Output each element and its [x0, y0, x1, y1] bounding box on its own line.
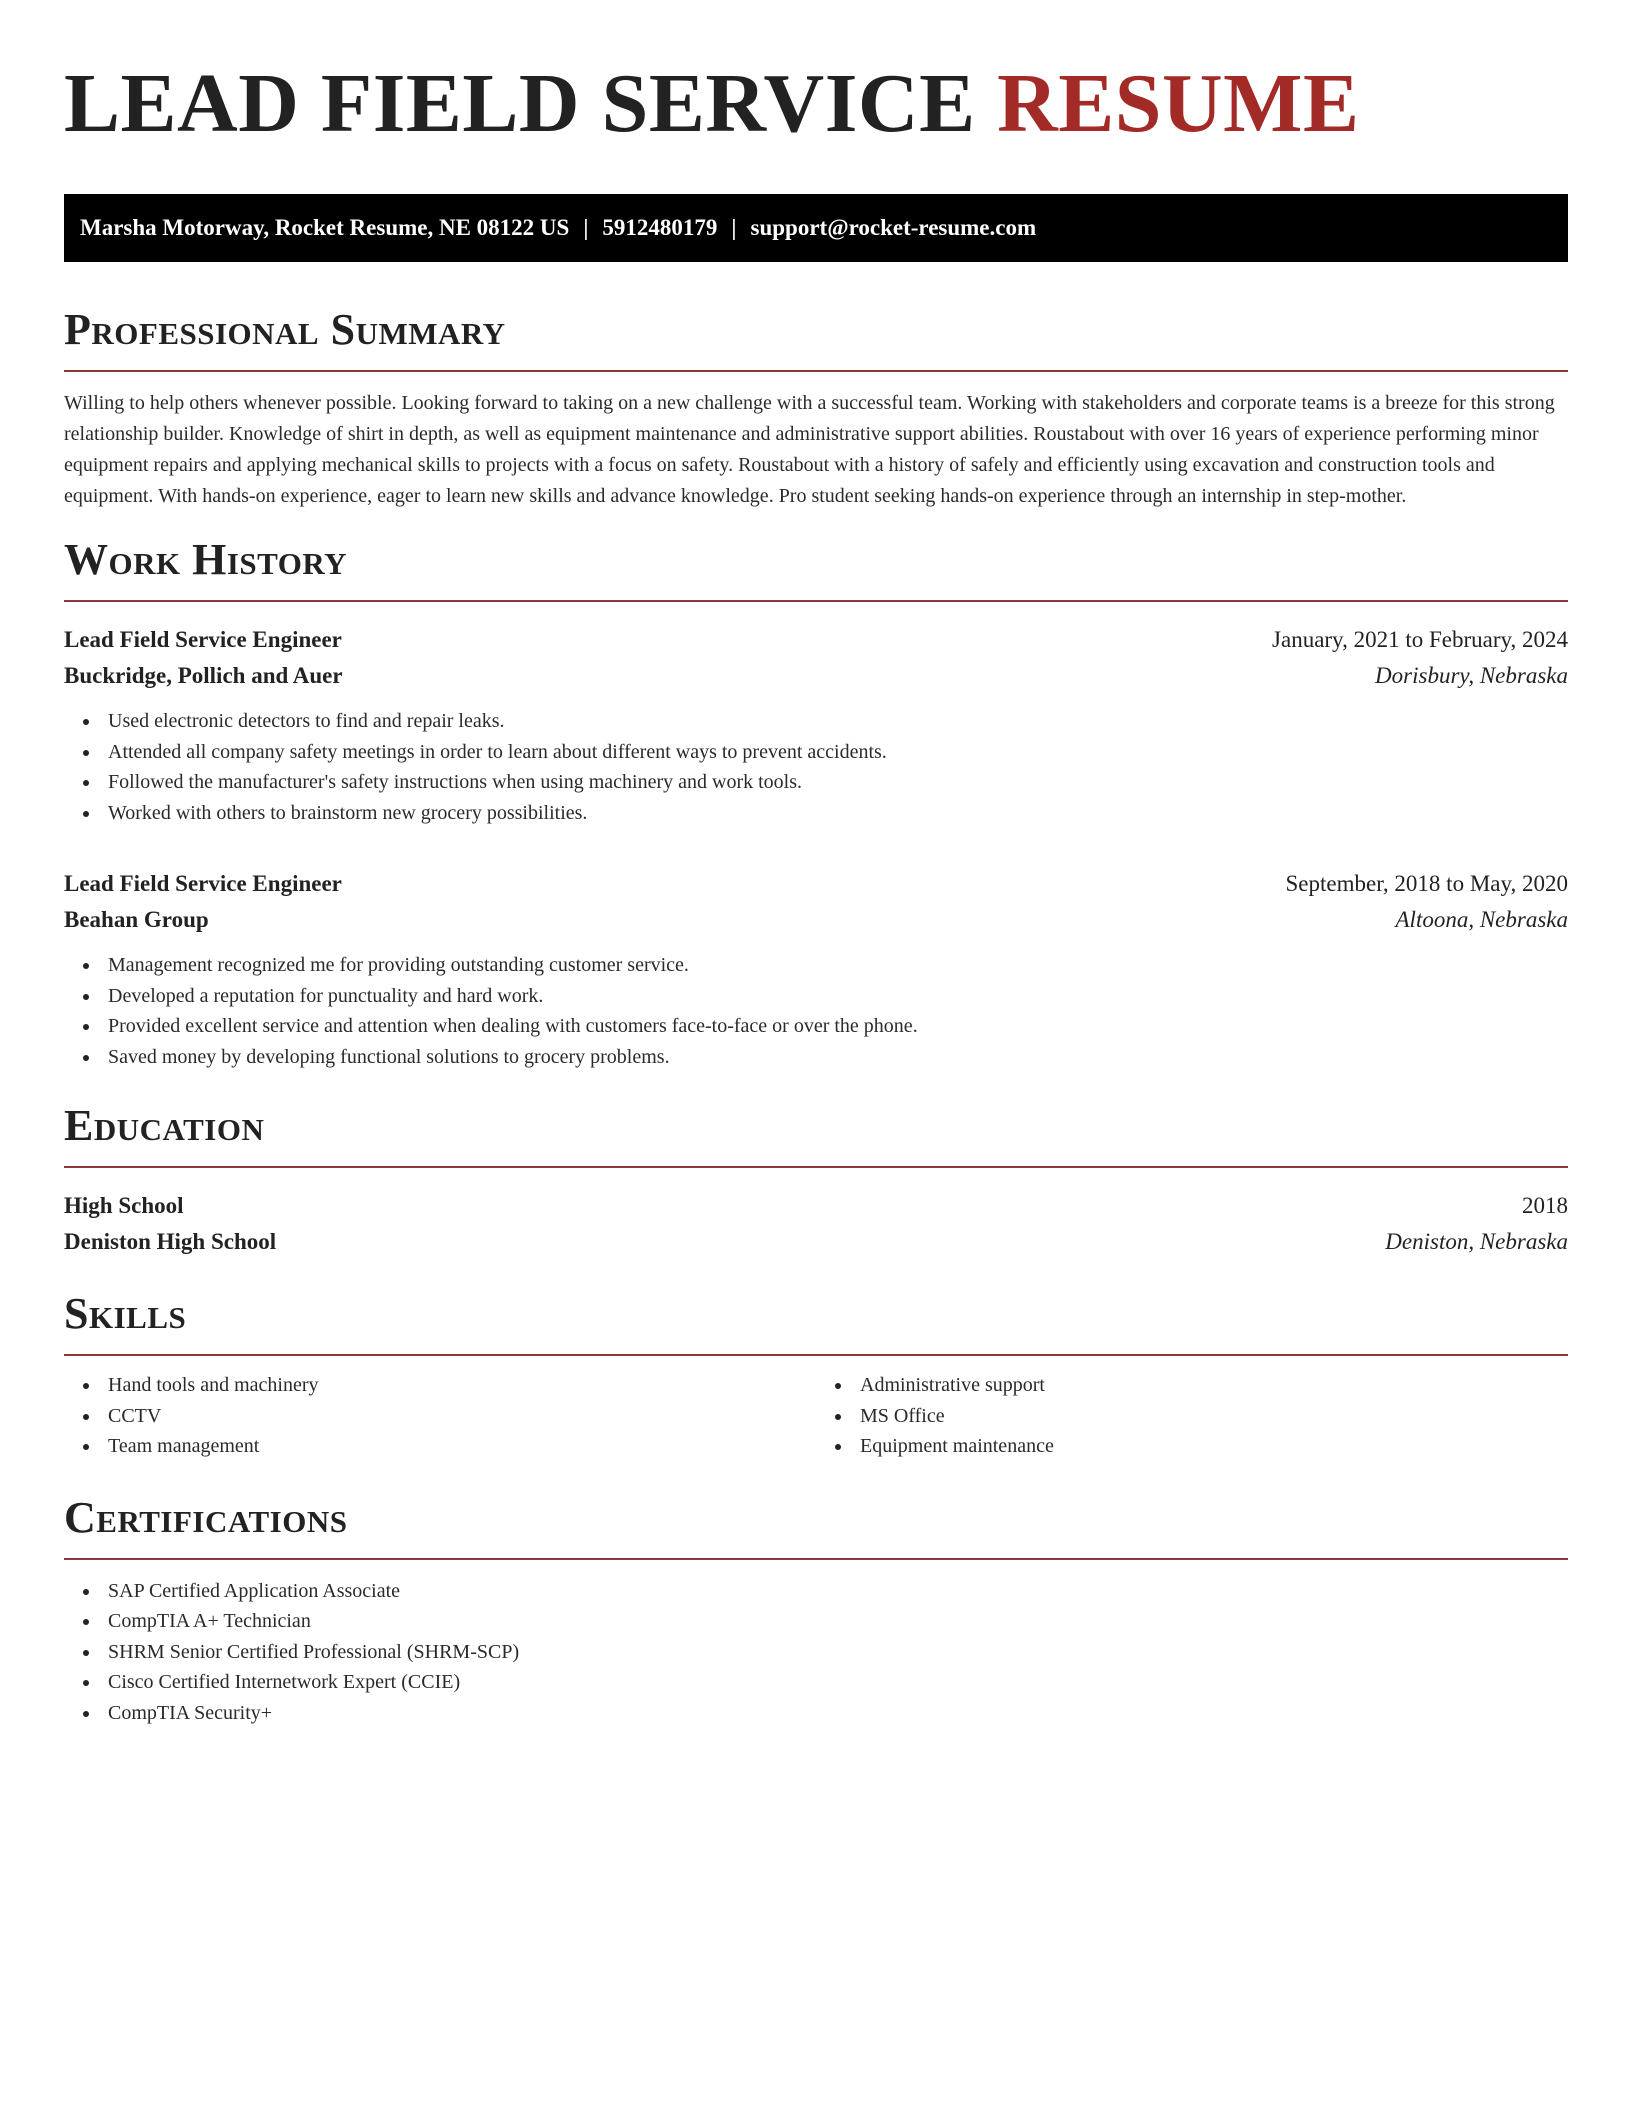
job-company: Beahan Group [64, 907, 209, 932]
certifications-section [64, 1490, 1568, 1729]
list-item: Equipment maintenance [860, 1431, 1568, 1462]
title-accent: RESUME [997, 57, 1360, 150]
contact-separator: | [731, 215, 737, 240]
contact-email: support@rocket-resume.com [750, 215, 1037, 240]
skills-column-right [816, 1370, 1568, 1462]
job-title-row [64, 622, 1568, 658]
work-history-heading: Work History [64, 532, 1568, 602]
list-item: Administrative support [860, 1370, 1568, 1401]
education-school: Deniston High School [64, 1229, 277, 1254]
skills-column-left [64, 1370, 816, 1462]
job-entry [64, 622, 1568, 828]
job-bullets [64, 706, 1568, 828]
job-company-row [64, 658, 1568, 694]
list-item: CompTIA Security+ [108, 1698, 1568, 1729]
list-item: Followed the manufacturer's safety instructions when using machinery and work tools. [108, 767, 1568, 798]
skills-heading: Skills [64, 1286, 1568, 1356]
job-location: Dorisbury, Nebraska [1375, 663, 1568, 688]
education-heading: Education [64, 1098, 1568, 1168]
education-section [64, 1098, 1568, 1260]
list-item: CompTIA A+ Technician [108, 1606, 1568, 1637]
list-item: Provided excellent service and attention when dealing with customers face-to-face or over the phone. [108, 1011, 1568, 1042]
education-school-row [64, 1224, 1568, 1260]
list-item: Used electronic detectors to find and repair leaks. [108, 706, 1568, 737]
list-item: Hand tools and machinery [108, 1370, 816, 1401]
job-bullets [64, 950, 1568, 1072]
job-title-row [64, 866, 1568, 902]
job-dates: September, 2018 to May, 2020 [1285, 871, 1568, 896]
job-entry [64, 866, 1568, 1072]
job-location: Altoona, Nebraska [1395, 907, 1568, 932]
title-main: LEAD FIELD SERVICE [64, 57, 976, 150]
contact-separator: | [583, 215, 589, 240]
list-item: SAP Certified Application Associate [108, 1576, 1568, 1607]
list-item: Developed a reputation for punctuality and hard work. [108, 981, 1568, 1012]
work-history-section [64, 532, 1568, 1072]
job-company: Buckridge, Pollich and Auer [64, 663, 343, 688]
summary-heading: Professional Summary [64, 302, 1568, 372]
list-item: Team management [108, 1431, 816, 1462]
job-title: Lead Field Service Engineer [64, 627, 342, 652]
contact-address: Marsha Motorway, Rocket Resume, NE 08122 US [80, 215, 570, 240]
list-item: Saved money by developing functional solutions to grocery problems. [108, 1042, 1568, 1073]
skills-grid [64, 1370, 1568, 1462]
summary-section [64, 302, 1568, 512]
list-item: Worked with others to brainstorm new grocery possibilities. [108, 798, 1568, 829]
job-title: Lead Field Service Engineer [64, 871, 342, 896]
education-degree: High School [64, 1193, 184, 1218]
contact-bar [64, 194, 1568, 262]
list-item: CCTV [108, 1401, 816, 1432]
education-degree-row [64, 1188, 1568, 1224]
education-location: Deniston, Nebraska [1385, 1229, 1568, 1254]
skills-section [64, 1286, 1568, 1462]
education-year: 2018 [1522, 1193, 1568, 1218]
list-item: Cisco Certified Internetwork Expert (CCIE) [108, 1667, 1568, 1698]
list-item: Attended all company safety meetings in order to learn about different ways to prevent accidents. [108, 737, 1568, 768]
certifications-list [64, 1576, 1568, 1729]
certifications-heading: Certifications [64, 1490, 1568, 1560]
education-entry [64, 1188, 1568, 1260]
list-item: SHRM Senior Certified Professional (SHRM-SCP) [108, 1637, 1568, 1668]
job-dates: January, 2021 to February, 2024 [1272, 627, 1568, 652]
list-item: Management recognized me for providing outstanding customer service. [108, 950, 1568, 981]
resume-title [64, 54, 1568, 154]
list-item: MS Office [860, 1401, 1568, 1432]
summary-text: Willing to help others whenever possible. Looking forward to taking on a new challenge with a successful team. Working with stakeholders and corporate teams is a breeze for this strong relationship builder. Knowledge of shirt in depth, as well as equipment maintenance and administrative support abilities. Roustabout with over 16 years of experience performing minor equipment repairs and applying mechanical skills to projects with a focus on safety. Roustabout with a history of safely and efficiently using excavation and construction tools and equipment. With hands-on experience, eager to learn new skills and advance knowledge. Pro student seeking hands-on experience through an internship in step-mother. [64, 392, 1555, 507]
job-company-row [64, 902, 1568, 938]
contact-phone: 5912480179 [602, 215, 718, 240]
